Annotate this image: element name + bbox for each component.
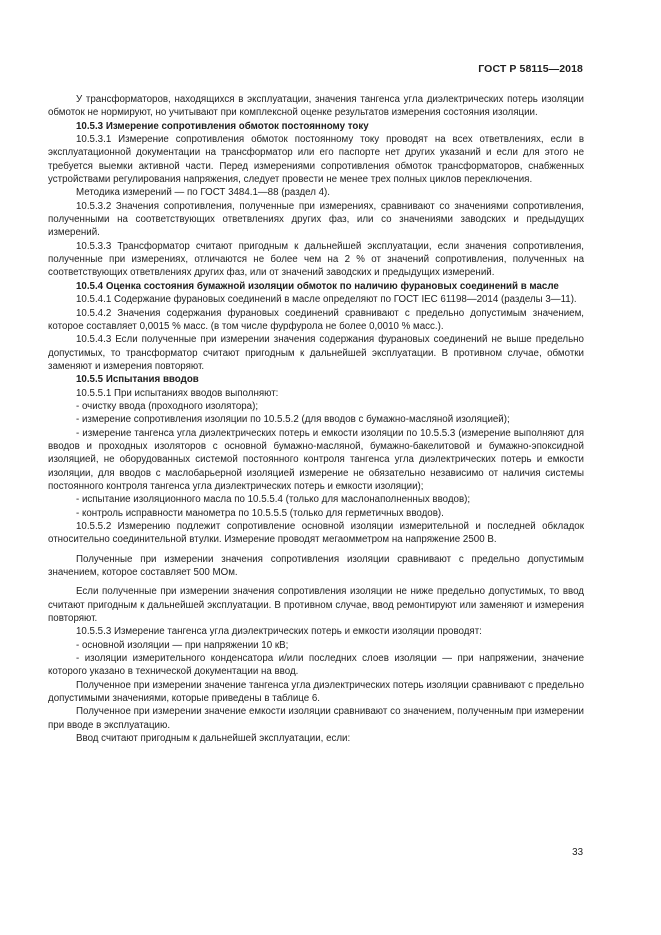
paragraph: - изоляции измерительного конденсатора и/или последних слоев изоляции — при напряжении, значение которого указано в технической документации на ввод. bbox=[48, 653, 584, 678]
section-heading: 10.5.3 Измерение сопротивления обмоток постоянному току bbox=[76, 120, 369, 132]
paragraph: 10.5.3.3 Трансформатор считают пригодным к дальнейшей эксплуатации, если значения сопротивления, полученные при измерениях, отличаются не более чем на 2 % от значений сопротивления, полученных на соответствующих ответвлениях других фаз, или от значений заводских и предыдущих измерений. bbox=[48, 240, 584, 279]
paragraph: Полученное при измерении значение емкости изоляции сравнивают со значением, полученным при измерении при вводе в эксплуатацию. bbox=[48, 706, 584, 731]
paragraph: Полученные при измерении значения сопротивления изоляции сравнивают с предельно допустимым значением, которое составляет 500 МОм. bbox=[48, 553, 584, 579]
paragraph: - контроль исправности манометра по 10.5.5.5 (только для герметичных вводов). bbox=[76, 507, 444, 519]
paragraph: 10.5.3.2 Значения сопротивления, полученные при измерениях, сравнивают со значениями сопротивления, полученными на соответствующих ответвлениях других фаз, или со значениями заводских и предыдущих измерений. bbox=[48, 200, 584, 239]
paragraph: 10.5.4.2 Значения содержания фурановых соединений сравнивают с предельно допустимым значением, которое составляет 0,0015 % масс. (в том числе фурфурола не более 0,0010 % масс.). bbox=[48, 307, 584, 332]
paragraph: 10.5.5.1 При испытаниях вводов выполняют: bbox=[76, 387, 279, 399]
paragraph: - испытание изоляционного масла по 10.5.5.4 (только для маслонаполненных вводов); bbox=[76, 494, 471, 506]
paragraph: Методика измерений — по ГОСТ 3484.1—88 (раздел 4). bbox=[76, 187, 331, 199]
paragraph: Если полученные при измерении значения сопротивления изоляции не ниже предельно допустимых, то ввод считают пригодным к дальнейшей эксплуатации. В противном случае, ввод ремонтируют или заменяют и измерения повторяют. bbox=[48, 586, 584, 625]
paragraph: Ввод считают пригодным к дальнейшей эксплуатации, если: bbox=[76, 733, 351, 745]
paragraph: 10.5.4.3 Если полученные при измерении значения содержания фурановых соединений не выше предельно допустимых, то трансформатор считают пригодным к дальнейшей эксплуатации. В противном случае, обмотки заменяют и измерения повторяют. bbox=[48, 334, 584, 372]
paragraph: 10.5.4.1 Содержание фурановых соединений в масле определяют по ГОСТ IEC 61198—2014 (разделы 3—11). bbox=[76, 294, 577, 306]
paragraph: - измерение тангенса угла диэлектрических потерь и емкости изоляции по 10.5.5.3 (измерение выполняют для вводов и проходных изоляторов с основной бумажно-масляной, бумажно-бакелитовой и бумажно-эпоксидной изоляцией, не оборудованных системой постоянного контроля тангенса угла диэлектрических потерь и емкости изоляции, для вводов с маслобарьерной изоляцией измерение не обязательно независимо от наличия системы постоянного контроля тангенса угла диэлектрических потерь и емкости изоляции); bbox=[48, 427, 584, 492]
paragraph: 10.5.3.1 Измерение сопротивления обмоток постоянному току проводят на всех ответвлениях, если в эксплуатационной документации на трансформатор или его паспорте нет других указаний и если для этого не требуется выемки активной части. Перед измерениями сопротивления обмоток трансформаторов, снабженных устройствами регулирования напряжения, следует провести не менее трех полных циклов переключения. bbox=[48, 134, 584, 186]
paragraph: - измерение сопротивления изоляции по 10.5.5.2 (для вводов с бумажно-масляной изоляцией); bbox=[76, 414, 510, 426]
paragraph: 10.5.5.3 Измерение тангенса угла диэлектрических потерь и емкости изоляции проводят: bbox=[76, 626, 482, 638]
paragraph: Полученное при измерении значение тангенса угла диэлектрических потерь изоляции сравнивают с предельно допустимыми значениями, которые приведены в таблице 6. bbox=[48, 679, 584, 705]
section-heading: 10.5.4 Оценка состояния бумажной изоляции обмоток по наличию фурановых соединений в масле bbox=[76, 280, 559, 292]
paragraph: - очистку ввода (проходного изолятора); bbox=[76, 400, 259, 412]
paragraph: 10.5.5.2 Измерению подлежит сопротивление основной изоляции измерительной и последней обкладок относительно соединительной втулки. Измерение проводят мегаомметром на напряжение 2500 В. bbox=[48, 521, 584, 546]
paragraph: - основной изоляции — при напряжении 10 кВ; bbox=[76, 639, 289, 651]
body-text bbox=[48, 93, 584, 746]
paragraph: У трансформаторов, находящихся в эксплуатации, значения тангенса угла диэлектрических потерь изоляции обмоток не нормируют, но учитывают при комплексной оценке результатов измерения состояния изоляции. bbox=[48, 94, 584, 119]
standard-code-header: ГОСТ Р 58115—2018 bbox=[478, 63, 583, 75]
page-number: 33 bbox=[572, 847, 583, 858]
section-heading: 10.5.5 Испытания вводов bbox=[76, 374, 199, 386]
